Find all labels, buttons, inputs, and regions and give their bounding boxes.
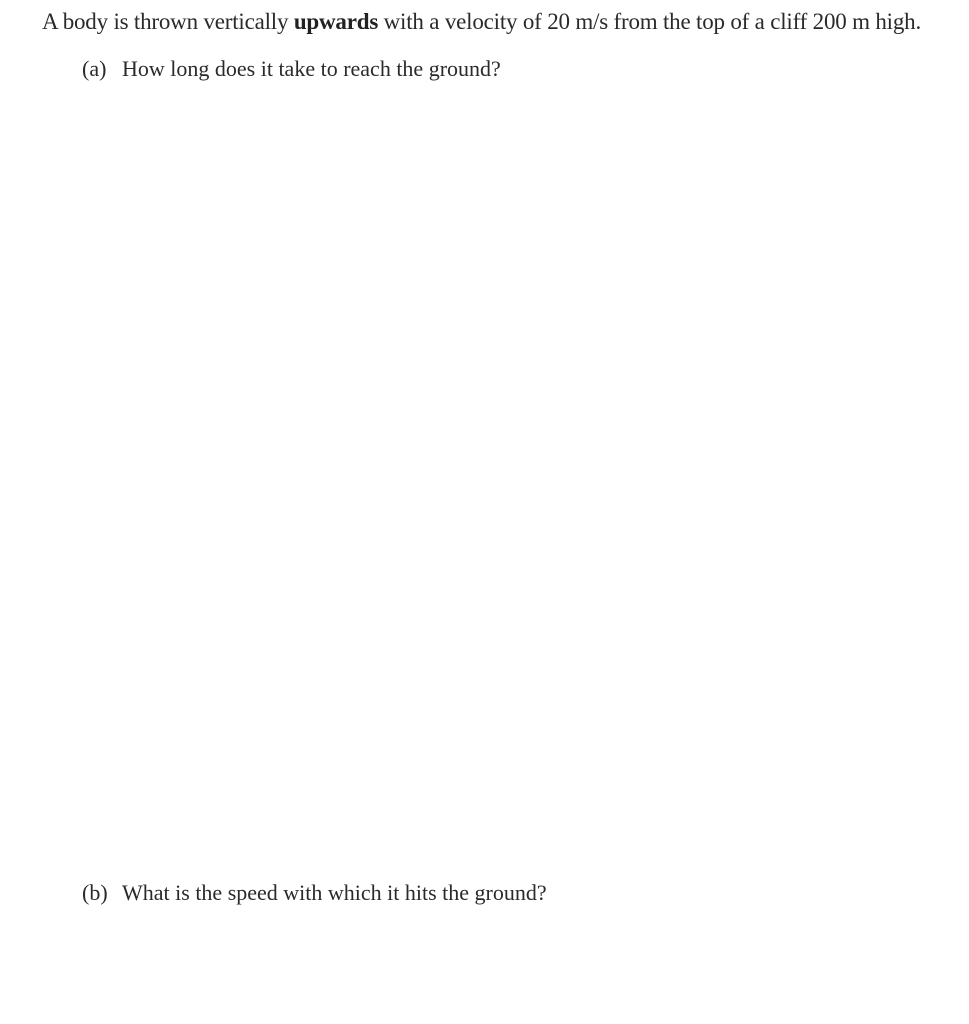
part-a-answer-space bbox=[82, 92, 922, 862]
part-a-label: (a) bbox=[82, 56, 107, 81]
part-b bbox=[82, 878, 547, 908]
part-b-label: (b) bbox=[82, 880, 108, 905]
part-b-answer-space bbox=[82, 916, 922, 1016]
question-text-after: with a velocity of 20 m/s from the top of a cliff 200 m high. bbox=[378, 9, 922, 34]
question-text-before: A body is thrown vertically bbox=[42, 9, 294, 34]
part-a-text: How long does it take to reach the ground? bbox=[122, 56, 501, 81]
question-text-emphasis: upwards bbox=[293, 9, 379, 34]
part-b-text: What is the speed with which it hits the ground? bbox=[122, 880, 547, 905]
question-stem bbox=[42, 6, 921, 38]
part-a bbox=[82, 54, 501, 84]
